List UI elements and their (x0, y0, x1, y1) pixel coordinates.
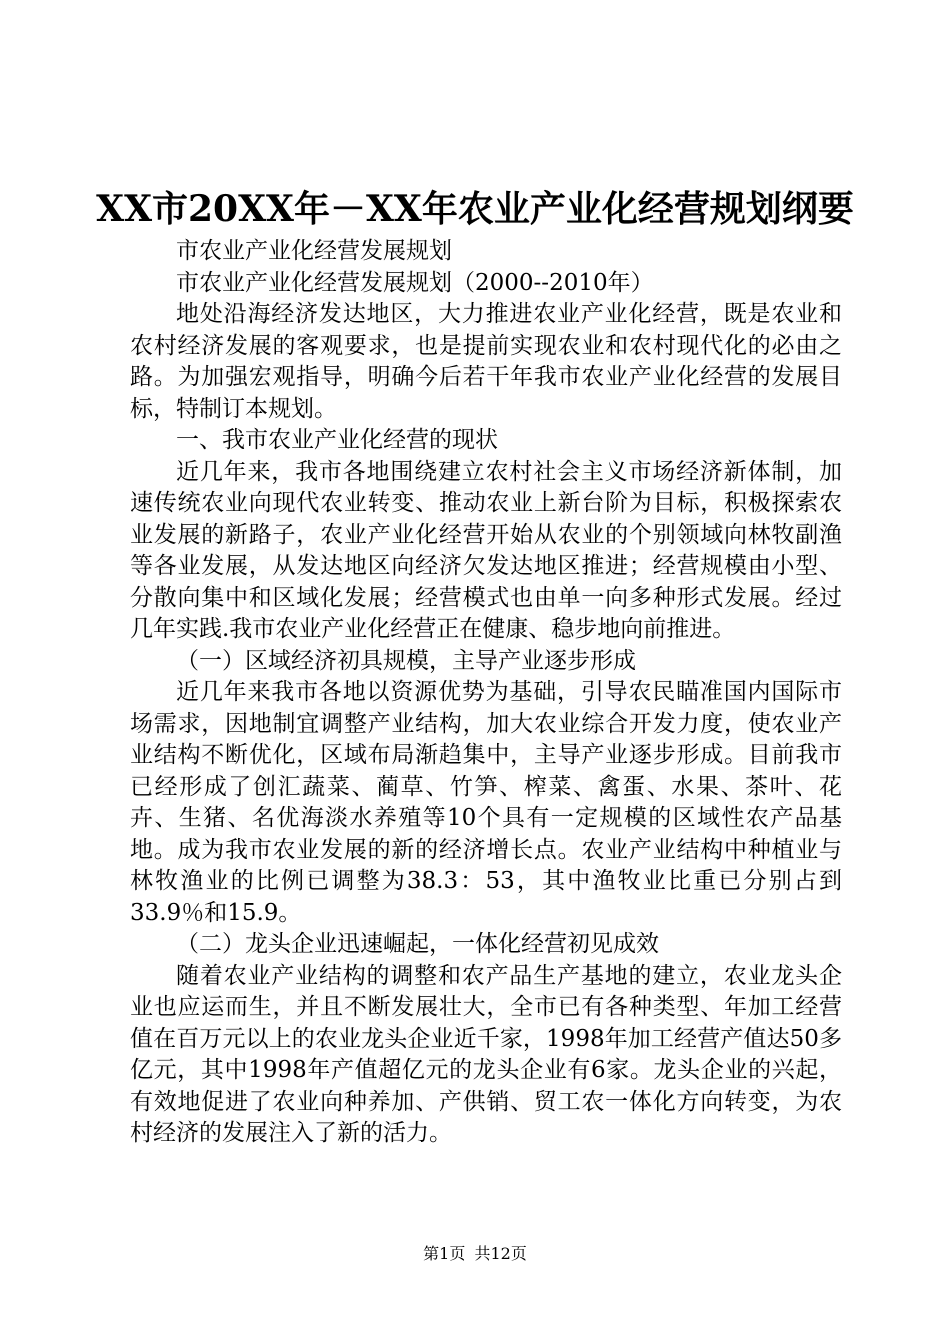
paragraph-subtitle-2: 市农业产业化经营发展规划（2000--2010年） (176, 269, 654, 296)
paragraph-leading-enterprises: 随着农业产业结构的调整和农产品生产基地的建立，农业龙头企业也应运而生，并且不断发展壮大，全市已有各种类型、年加工经营值在百万元以上的农业龙头企业近千家，1998年加工经营产值达50多亿元，其中1998年产值超亿元的龙头企业有6家。龙头企业的兴起，有效地促进了农业向种养加、产供销、贸工农一体化方向转变，为农村经济的发展注入了新的活力。 (130, 962, 842, 1146)
document-title: XX市20XX年－XX年农业产业化经营规划纲要 (96, 188, 854, 230)
paragraph-regional-economy: 近几年来我市各地以资源优势为基础，引导农民瞄准国内国际市场需求，因地制宜调整产业结构，加大农业综合开发力度，使农业产业结构不断优化，区域布局渐趋集中，主导产业逐步形成。目前我市已经形成了创汇蔬菜、蔺草、竹笋、榨菜、禽蛋、水果、茶叶、花卉、生猪、名优海淡水养殖等10个具有一定规模的区域性农产品基地。成为我市农业发展的新的经济增长点。农业产业结构中种植业与林牧渔业的比例已调整为38.3：53，其中渔牧业比重已分别占到33.9％和15.9。 (130, 679, 842, 926)
paragraph-intro: 地处沿海经济发达地区，大力推进农业产业化经营，既是农业和农村经济发展的客观要求，也是提前实现农业和农村现代化的必由之路。为加强宏观指导，明确今后若干年我市农业产业化经营的发展目标，特制订本规划。 (130, 301, 842, 422)
document-body (130, 236, 842, 1150)
page-total: 共12页 (474, 1244, 527, 1263)
section-heading-1: 一、我市农业产业化经营的现状 (176, 427, 498, 453)
page-footer (0, 1243, 950, 1265)
paragraph-subtitle-1: 市农业产业化经营发展规划 (176, 238, 452, 264)
paragraph-status: 近几年来，我市各地围绕建立农村社会主义市场经济新体制，加速传统农业向现代农业转变、推动农业上新台阶为目标，积极探索农业发展的新路子，农业产业化经营开始从农业的个别领域向林牧副渔等各业发展，从发达地区向经济欠发达地区推进；经营规模由小型、分散向集中和区域化发展；经营模式也由单一向多种形式发展。经过几年实践.我市农业产业化经营正在健康、稳步地向前推进。 (130, 458, 842, 642)
subsection-heading-2: （二）龙头企业迅速崛起，一体化经营初见成效 (176, 931, 659, 957)
page-number: 第1页 (423, 1244, 466, 1263)
subsection-heading-1: （一）区域经济初具规模，主导产业逐步形成 (176, 647, 636, 674)
